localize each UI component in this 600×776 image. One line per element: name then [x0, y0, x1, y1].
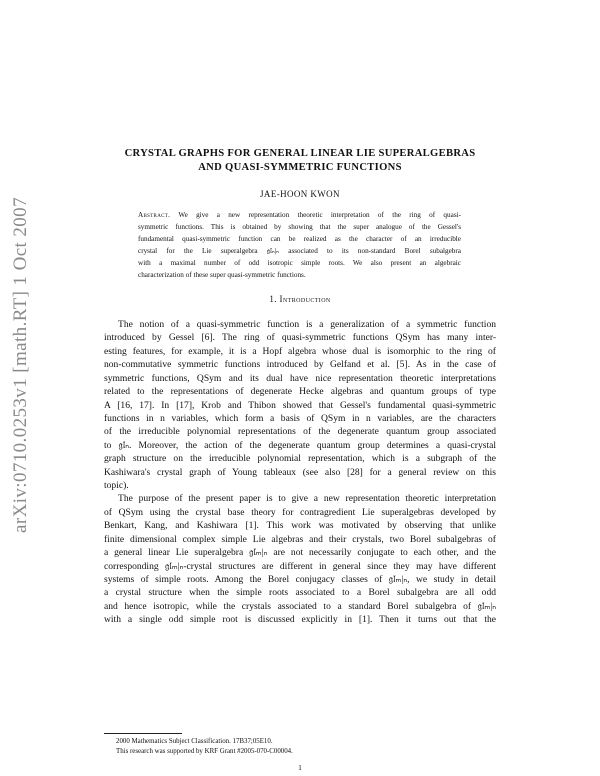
abstract-line: characterization of these super quasi-symmetric functions. — [138, 271, 306, 279]
body-line: graph structure on the irreducible polynomial representation, which is a subgraph of the — [104, 453, 496, 465]
body-line: esting features, for example, it is a Hopf algebra whose dual is isomorphic to the ring of — [104, 345, 496, 357]
abstract-line: fundamental quasi-symmetric function can be realized as the character of an irreducible — [138, 235, 461, 243]
body-line: introduced by Gessel [6]. The ring of quasi-symmetric functions QSym has many inter- — [104, 332, 496, 344]
abstract-line: crystal for the Lie superalgebra 𝔤𝔩ₙ|ₙ associated to its non-standard Borel subalgebra — [138, 247, 461, 255]
body-line: non-commutative symmetric functions introduced by Gelfand et al. [5]. As in the case of — [104, 359, 496, 371]
body-line: Kashiwara's crystal graph of Young tableaux (see also [28] for a general review on this — [104, 466, 496, 478]
body-line: The purpose of the present paper is to give a new representation theoretic interpretation — [118, 493, 496, 505]
body-line: functions in n variables, which form a basis of QSym in n variables, are the characters — [104, 412, 496, 424]
abstract — [138, 209, 461, 281]
footnote-rule — [104, 733, 182, 734]
body-line: The notion of a quasi-symmetric function is a generalization of a symmetric function — [118, 319, 496, 330]
body-line: with a single odd simple root is discussed explicitly in [1]. Then it turns out that the — [104, 614, 496, 626]
body-line: topic). — [104, 480, 129, 492]
abstract-line: with a maximal number of odd isotropic simple roots. We also present an algebraic — [138, 259, 461, 267]
body-line: a crystal structure when the simple roots associated to a Borel subalgebra are all odd — [104, 587, 496, 599]
arxiv-identifier-text: arXiv:0710.0253v1 [math.RT] 1 Oct 2007 — [10, 197, 31, 533]
footnote-classification: 2000 Mathematics Subject Classification. 17B37;05E10. — [116, 738, 273, 745]
page-number: 1 — [298, 763, 302, 772]
body-line: to 𝔤𝔩ₙ. Moreover, the action of the degenerate quantum group determines a quasi-crystal — [104, 439, 496, 451]
paper-title-line-1: CRYSTAL GRAPHS FOR GENERAL LINEAR LIE SUPERALGEBRAS — [124, 148, 476, 159]
body-line: of QSym using the crystal base theory for contragredient Lie superalgebras developed by — [104, 506, 496, 518]
abstract-line: Abstract. We give a new representation theoretic interpretation of the ring of quasi- — [138, 211, 462, 219]
body-line: a general linear Lie superalgebra 𝔤𝔩ₘ|ₙ are not necessarily conjugate to each other, and the — [104, 547, 496, 559]
body-text — [104, 318, 496, 627]
paper-title-line-2: AND QUASI-SYMMETRIC FUNCTIONS — [198, 162, 402, 173]
paper-title — [100, 147, 500, 175]
body-line: Benkart, Kang, and Kashiwara [1]. This work was motivated by observing that unlike — [104, 520, 496, 532]
body-line: and hence isotropic, while the crystals associated to a standard Borel subalgebra of 𝔤𝔩ₘ|ₙ — [104, 600, 496, 612]
body-line: finite dimensional complex simple Lie algebras and their crystals, two Borel subalgebras of — [104, 533, 496, 545]
abstract-heading: Abstract. — [138, 211, 171, 219]
footnote-grant: This research was supported by KRF Grant #2005-070-C00004. — [116, 748, 293, 755]
section-heading: 1. Introduction — [269, 294, 331, 304]
body-line: related to the representations of degenerate Hecke algebras and quantum groups of type — [104, 386, 496, 398]
body-line: corresponding 𝔤𝔩ₘ|ₙ-crystal structures are different in general since they may have different — [104, 560, 496, 572]
footnotes — [116, 737, 293, 757]
body-line: A [16, 17]. In [17], Krob and Thibon showed that Gessel's fundamental quasi-symmetric — [104, 399, 496, 411]
body-line: symmetric functions, QSym and its dual have nice representation theoretic interpretations — [104, 372, 496, 384]
body-line: systems of simple roots. Among the Borel conjugacy classes of 𝔤𝔩ₘ|ₙ, we study in detail — [104, 574, 496, 586]
body-line: of the irreducible polynomial representations of the degenerate quantum group associated — [104, 426, 496, 438]
abstract-line: symmetric functions. This is obtained by showing that the super analogue of the Gessel's — [138, 223, 461, 231]
author-name: JAE-HOON KWON — [260, 189, 340, 199]
arxiv-identifier-sidebar — [6, 185, 36, 545]
